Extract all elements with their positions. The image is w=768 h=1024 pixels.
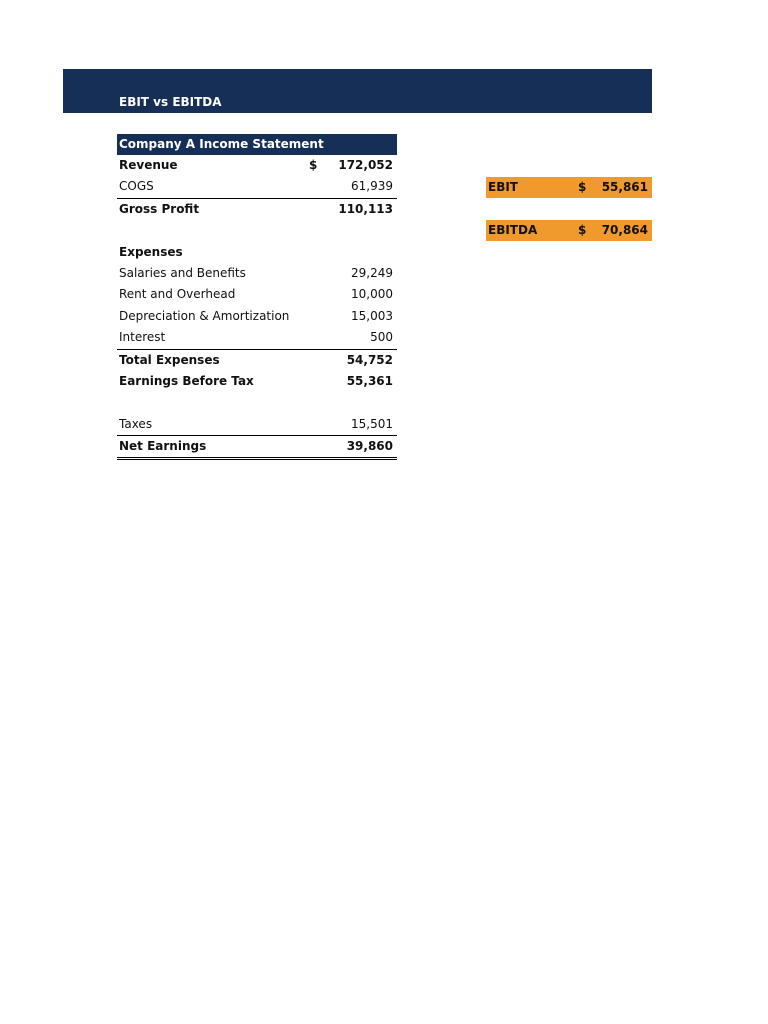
ebit-label: EBIT <box>488 180 518 194</box>
row-value: 15,003 <box>351 308 393 323</box>
table-row-revenue <box>117 155 397 176</box>
table-row-rent <box>117 284 397 305</box>
table-row-taxes <box>117 414 397 435</box>
row-value: 500 <box>370 330 393 345</box>
ebitda-value: 70,864 <box>601 223 648 237</box>
ebit-value: 55,861 <box>601 180 648 194</box>
table-row-gross-profit <box>117 198 397 220</box>
row-label: Interest <box>119 330 166 345</box>
title-banner <box>63 69 652 113</box>
row-label: Revenue <box>119 158 178 172</box>
row-value: 54,752 <box>346 352 393 367</box>
section-heading: Expenses <box>119 244 183 259</box>
row-label: Earnings Before Tax <box>119 373 254 388</box>
row-label: COGS <box>119 179 154 194</box>
table-row-spacer <box>117 392 397 413</box>
row-label: Rent and Overhead <box>119 287 236 302</box>
table-row-depreciation <box>117 306 397 327</box>
row-label: Depreciation & Amortization <box>119 308 290 323</box>
row-label: Salaries and Benefits <box>119 265 246 280</box>
income-statement-table <box>117 134 397 460</box>
row-value: 10,000 <box>351 287 393 302</box>
currency-symbol: $ <box>578 180 587 194</box>
currency-symbol: $ <box>578 223 587 237</box>
table-row-interest <box>117 327 397 348</box>
row-value: 172,052 <box>338 158 393 172</box>
ebit-callout <box>486 177 652 198</box>
row-value: 39,860 <box>346 439 393 454</box>
row-label: Total Expenses <box>119 352 220 367</box>
row-label: Net Earnings <box>119 439 207 454</box>
currency-symbol: $ <box>309 158 318 172</box>
row-label: Gross Profit <box>119 201 200 216</box>
table-row-net-earnings <box>117 435 397 460</box>
table-row-salaries <box>117 263 397 284</box>
row-value: 15,501 <box>351 416 393 431</box>
table-row-total-expenses <box>117 349 397 371</box>
table-row-earnings-before-tax <box>117 371 397 392</box>
table-row-spacer <box>117 220 397 241</box>
ebitda-callout <box>486 220 652 241</box>
row-value: 110,113 <box>338 201 393 216</box>
row-value: 29,249 <box>351 265 393 280</box>
statement-title: Company A Income Statement <box>117 134 397 155</box>
ebitda-label: EBITDA <box>488 223 538 237</box>
row-value: 61,939 <box>351 179 393 194</box>
row-label: Taxes <box>119 416 153 431</box>
table-row-cogs <box>117 176 397 197</box>
page-title: EBIT vs EBITDA <box>119 95 222 109</box>
table-row-expenses-heading <box>117 242 397 263</box>
row-value: 55,361 <box>346 373 393 388</box>
